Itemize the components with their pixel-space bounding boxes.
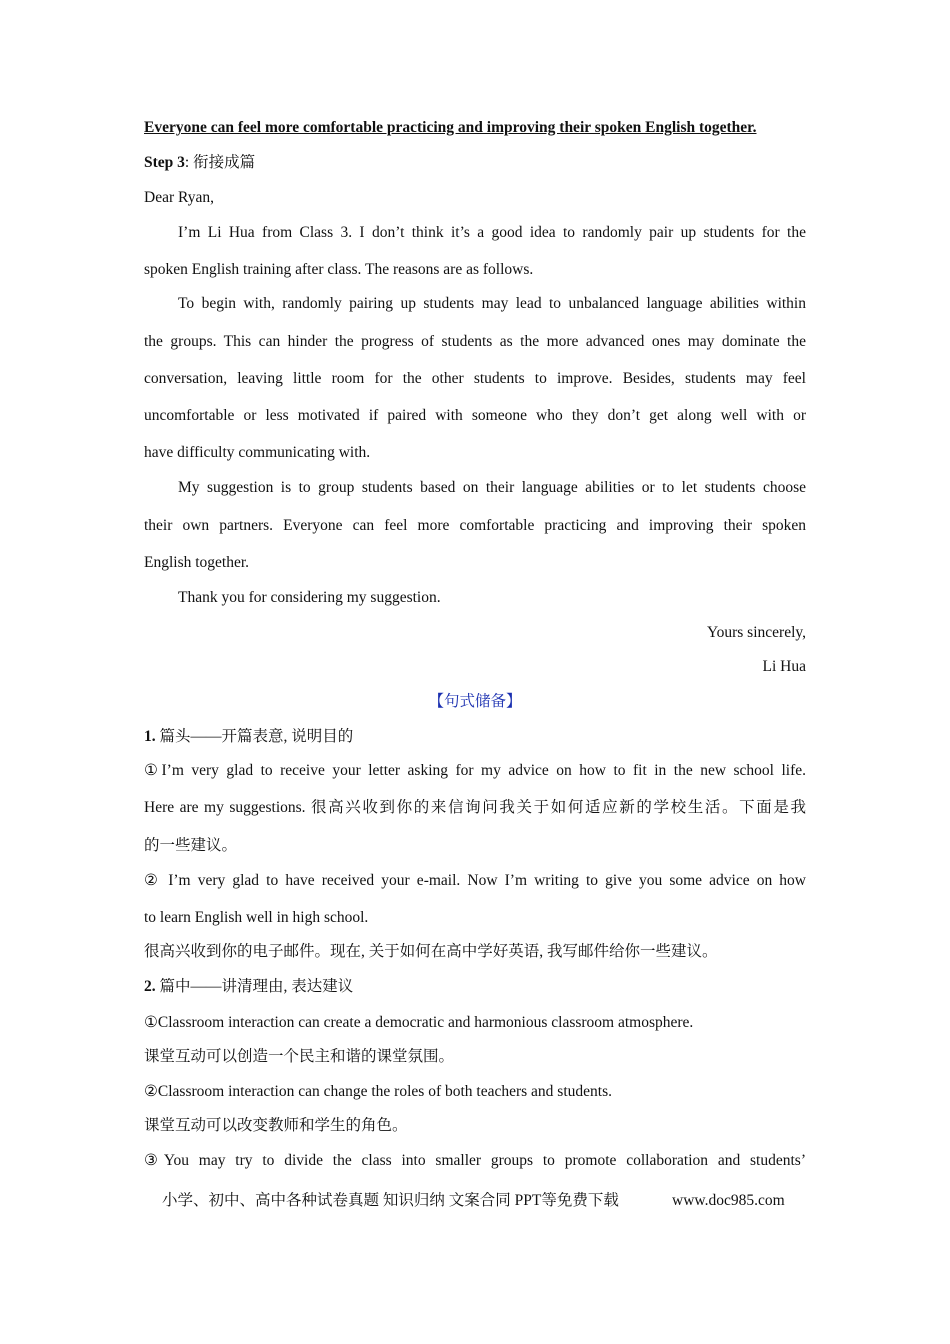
s1-example-2-line-2: to learn English well in high school. <box>144 909 369 926</box>
letter-signature: Li Hua <box>762 658 806 675</box>
footer-website: www.doc985.com <box>672 1192 785 1209</box>
letter-paragraph-2-line-2: the groups. This can hinder the progress of students as the more advanced ones may dominate the <box>144 333 806 350</box>
letter-paragraph-3-line-3: English together. <box>144 554 250 571</box>
letter-paragraph-2-line-4: uncomfortable or less motivated if paired with someone who they don’t get along well with or <box>144 407 806 424</box>
letter-paragraph-2-line-3: conversation, leaving little room for the other students to improve. Besides, students may feel <box>144 370 806 387</box>
s1-number: 1. <box>144 728 156 745</box>
s2-heading <box>144 977 806 997</box>
letter-paragraph-4: Thank you for considering my suggestion. <box>178 589 441 606</box>
s2-heading-text: 篇中——讲清理由, 表达建议 <box>155 978 354 995</box>
step-label: Step 3 <box>144 154 185 171</box>
footer-text: 小学、初中、高中各种试卷真题 知识归纳 文案合同 PPT等免费下载 <box>162 1192 619 1209</box>
letter-paragraph-3-line-2: their own partners. Everyone can feel more comfortable practicing and improving their spoken <box>144 517 806 534</box>
page-footer <box>162 1191 802 1211</box>
s1-example-1-line-2: Here are my suggestions. 很高兴收到你的来信询问我关于如何适应新的学校生活。下面是我 <box>144 799 806 816</box>
letter-paragraph-2-line-5: have difficulty communicating with. <box>144 444 371 461</box>
letter-paragraph-2-line-1: To begin with, randomly pairing up students may lead to unbalanced language abilities within <box>178 295 806 312</box>
s2-example-3-line-1: ③You may try to divide the class into smaller groups to promote collaboration and students’ <box>144 1152 806 1169</box>
intro-sentence: Everyone can feel more comfortable practicing and improving their spoken English together. <box>144 119 757 136</box>
letter-salutation: Dear Ryan, <box>144 189 214 206</box>
step-title: 衔接成篇 <box>193 154 256 171</box>
s2-number: 2. <box>144 978 156 995</box>
s1-heading-text: 篇头——开篇表意, 说明目的 <box>155 728 354 745</box>
s1-example-2-line-1: ② I’m very glad to have received your e-mail. Now I’m writing to give you some advice on how <box>144 872 806 889</box>
step-colon: : <box>184 154 194 171</box>
letter-paragraph-1-line-2: spoken English training after class. The reasons are as follows. <box>144 261 534 278</box>
s1-heading <box>144 727 806 747</box>
letter-closing: Yours sincerely, <box>706 624 806 641</box>
letter-paragraph-3-line-1: My suggestion is to group students based on their language abilities or to let students choose <box>178 479 806 496</box>
s2-example-2-chinese: 课堂互动可以改变教师和学生的角色。 <box>144 1117 408 1134</box>
s2-example-1-english: ①Classroom interaction can create a democratic and harmonious classroom atmosphere. <box>144 1014 694 1031</box>
step-heading <box>144 153 806 173</box>
s2-example-2-english: ②Classroom interaction can change the roles of both teachers and students. <box>144 1083 612 1100</box>
section-title: 【句式储备】 <box>428 693 522 710</box>
s1-example-1-line-3: 的一些建议。 <box>144 837 238 854</box>
letter-paragraph-1-line-1: I’m Li Hua from Class 3. I don’t think it’s a good idea to randomly pair up students for the <box>178 224 806 241</box>
s2-example-1-chinese: 课堂互动可以创造一个民主和谐的课堂氛围。 <box>144 1048 455 1065</box>
s1-example-2-line-3: 很高兴收到你的电子邮件。现在, 关于如何在高中学好英语, 我写邮件给你一些建议。 <box>144 943 718 960</box>
s1-example-1-line-1: ①I’m very glad to receive your letter asking for my advice on how to fit in the new school life. <box>144 762 806 779</box>
